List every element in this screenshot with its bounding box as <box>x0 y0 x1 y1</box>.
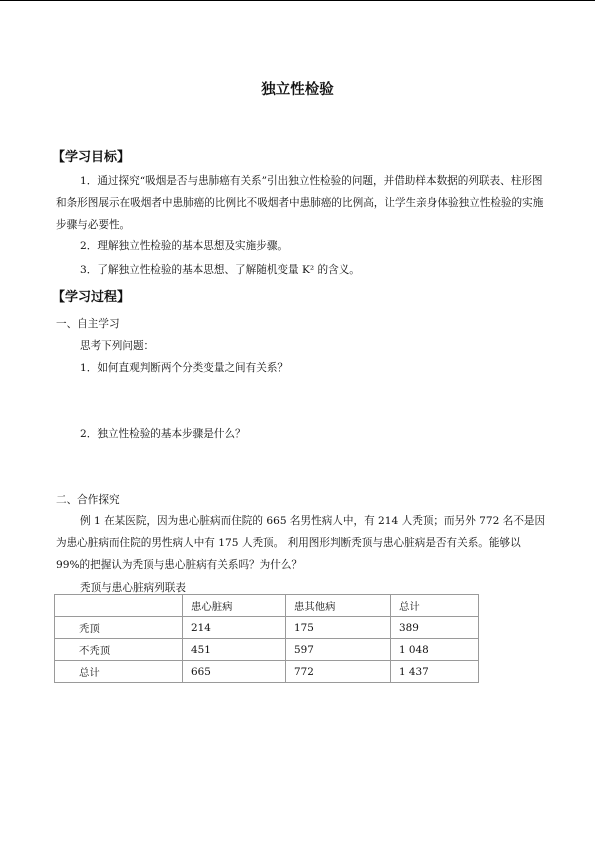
table-cell: 214 <box>183 617 286 639</box>
table-cell: 389 <box>391 617 479 639</box>
part1-intro: 思考下列问题： <box>80 340 155 352</box>
table-row <box>55 639 479 661</box>
question-1: 1．如何直观判断两个分类变量之间有关系？ <box>80 362 289 374</box>
table-cell: 总计 <box>391 595 479 617</box>
contingency-table <box>54 594 479 683</box>
table-caption: 秃顶与患心脏病列联表 <box>80 582 186 594</box>
table-cell: 772 <box>286 661 391 683</box>
goal-item-2: 2．理解独立性检验的基本思想及实施步骤。 <box>80 240 289 252</box>
table-cell: 175 <box>286 617 391 639</box>
table-row <box>55 617 479 639</box>
example-1: 例 1 在某医院，因为患心脏病而住院的 665 名男性病人中，有 214 人秃顶；而另外 772 名不是因为患心脏病而住院的男性病人中有 175 人秃顶。 利用图形判断秃顶与患心脏病是否有关系。能够以 99%的把握认为秃顶与患心脏病有关系吗？为什么？ <box>56 515 546 571</box>
part2-title: 二、合作探究 <box>56 494 120 506</box>
question-2: 2．独立性检验的基本步骤是什么？ <box>80 428 246 440</box>
part1-title: 一、自主学习 <box>56 318 120 330</box>
table-cell: 1 437 <box>391 661 479 683</box>
table-cell: 患心脏病 <box>183 595 286 617</box>
process-heading: 【学习过程】 <box>52 290 131 305</box>
table-cell: 不秃顶 <box>55 639 183 661</box>
header-rule <box>0 0 595 1</box>
table-cell: 总计 <box>55 661 183 683</box>
table-cell: 451 <box>183 639 286 661</box>
table-cell: 597 <box>286 639 391 661</box>
goal-item-1: 1．通过探究“吸烟是否与患肺癌有关系”引出独立性检验的问题，并借助样本数据的列联表、柱形图和条形图展示在吸烟者中患肺癌的比例比不吸烟者中患肺癌的比例高，让学生亲身体验独立性检验的实施步骤与必要性。 <box>56 175 544 231</box>
table-header-row <box>55 595 479 617</box>
table-cell: 665 <box>183 661 286 683</box>
table-cell <box>55 595 183 617</box>
goals-heading: 【学习目标】 <box>52 150 131 165</box>
goal-item-3: 3．了解独立性检验的基本思想、了解随机变量 K² 的含义。 <box>80 264 360 276</box>
table-cell: 1 048 <box>391 639 479 661</box>
table-cell: 秃顶 <box>55 617 183 639</box>
table-cell: 患其他病 <box>286 595 391 617</box>
page-title: 独立性检验 <box>261 82 334 98</box>
table-row <box>55 661 479 683</box>
